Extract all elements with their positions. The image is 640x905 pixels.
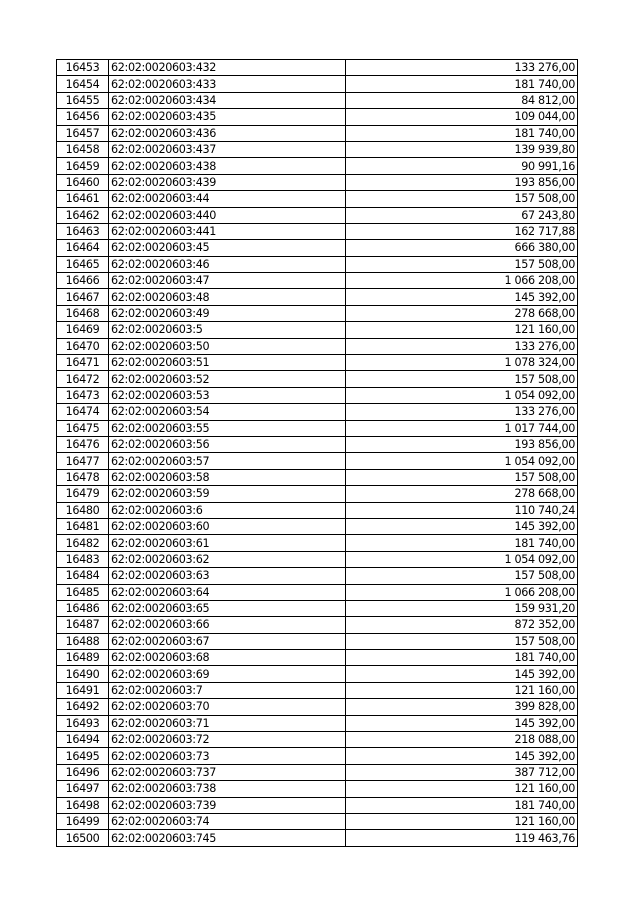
value-cell: 278 668,00 bbox=[346, 486, 578, 502]
table-row bbox=[57, 797, 578, 813]
row-number-cell: 16458 bbox=[57, 141, 109, 157]
table-row bbox=[57, 764, 578, 780]
table-row bbox=[57, 387, 578, 403]
value-cell: 278 668,00 bbox=[346, 305, 578, 321]
value-cell: 121 160,00 bbox=[346, 781, 578, 797]
table-row bbox=[57, 109, 578, 125]
table-row bbox=[57, 732, 578, 748]
value-cell: 145 392,00 bbox=[346, 715, 578, 731]
row-number-cell: 16464 bbox=[57, 240, 109, 256]
row-number-cell: 16454 bbox=[57, 76, 109, 92]
cadastral-number-cell: 62:02:0020603:738 bbox=[109, 781, 346, 797]
table-row bbox=[57, 518, 578, 534]
value-cell: 121 160,00 bbox=[346, 322, 578, 338]
cadastral-number-cell: 62:02:0020603:68 bbox=[109, 650, 346, 666]
cadastral-number-cell: 62:02:0020603:64 bbox=[109, 584, 346, 600]
row-number-cell: 16474 bbox=[57, 404, 109, 420]
table-row bbox=[57, 404, 578, 420]
table-row bbox=[57, 813, 578, 829]
cadastral-number-cell: 62:02:0020603:71 bbox=[109, 715, 346, 731]
cadastral-number-cell: 62:02:0020603:66 bbox=[109, 617, 346, 633]
value-cell: 145 392,00 bbox=[346, 666, 578, 682]
cadastral-number-cell: 62:02:0020603:441 bbox=[109, 223, 346, 239]
value-cell: 1 017 744,00 bbox=[346, 420, 578, 436]
value-cell: 157 508,00 bbox=[346, 568, 578, 584]
cadastral-number-cell: 62:02:0020603:433 bbox=[109, 76, 346, 92]
row-number-cell: 16487 bbox=[57, 617, 109, 633]
table-row bbox=[57, 453, 578, 469]
cadastral-number-cell: 62:02:0020603:436 bbox=[109, 125, 346, 141]
cadastral-number-cell: 62:02:0020603:434 bbox=[109, 92, 346, 108]
row-number-cell: 16481 bbox=[57, 518, 109, 534]
row-number-cell: 16469 bbox=[57, 322, 109, 338]
cadastral-number-cell: 62:02:0020603:44 bbox=[109, 191, 346, 207]
value-cell: 133 276,00 bbox=[346, 60, 578, 76]
cadastral-number-cell: 62:02:0020603:49 bbox=[109, 305, 346, 321]
cadastral-number-cell: 62:02:0020603:437 bbox=[109, 141, 346, 157]
row-number-cell: 16470 bbox=[57, 338, 109, 354]
value-cell: 181 740,00 bbox=[346, 535, 578, 551]
cadastral-number-cell: 62:02:0020603:70 bbox=[109, 699, 346, 715]
value-cell: 121 160,00 bbox=[346, 682, 578, 698]
table-row bbox=[57, 666, 578, 682]
value-cell: 119 463,76 bbox=[346, 830, 578, 846]
row-number-cell: 16496 bbox=[57, 764, 109, 780]
table-row bbox=[57, 125, 578, 141]
row-number-cell: 16488 bbox=[57, 633, 109, 649]
value-cell: 387 712,00 bbox=[346, 764, 578, 780]
table-row bbox=[57, 223, 578, 239]
row-number-cell: 16477 bbox=[57, 453, 109, 469]
table-row bbox=[57, 256, 578, 272]
row-number-cell: 16462 bbox=[57, 207, 109, 223]
table-row bbox=[57, 420, 578, 436]
row-number-cell: 16456 bbox=[57, 109, 109, 125]
row-number-cell: 16467 bbox=[57, 289, 109, 305]
value-cell: 157 508,00 bbox=[346, 469, 578, 485]
value-cell: 193 856,00 bbox=[346, 174, 578, 190]
row-number-cell: 16490 bbox=[57, 666, 109, 682]
table-row bbox=[57, 289, 578, 305]
table-row bbox=[57, 322, 578, 338]
value-cell: 218 088,00 bbox=[346, 732, 578, 748]
value-cell: 109 044,00 bbox=[346, 109, 578, 125]
value-cell: 67 243,80 bbox=[346, 207, 578, 223]
cadastral-number-cell: 62:02:0020603:440 bbox=[109, 207, 346, 223]
row-number-cell: 16494 bbox=[57, 732, 109, 748]
row-number-cell: 16493 bbox=[57, 715, 109, 731]
table-row bbox=[57, 92, 578, 108]
table-row bbox=[57, 371, 578, 387]
table-row bbox=[57, 191, 578, 207]
row-number-cell: 16486 bbox=[57, 600, 109, 616]
row-number-cell: 16479 bbox=[57, 486, 109, 502]
value-cell: 1 078 324,00 bbox=[346, 355, 578, 371]
cadastral-number-cell: 62:02:0020603:72 bbox=[109, 732, 346, 748]
cadastral-number-cell: 62:02:0020603:739 bbox=[109, 797, 346, 813]
value-cell: 181 740,00 bbox=[346, 125, 578, 141]
row-number-cell: 16499 bbox=[57, 813, 109, 829]
value-cell: 399 828,00 bbox=[346, 699, 578, 715]
table-row bbox=[57, 535, 578, 551]
table-row bbox=[57, 551, 578, 567]
row-number-cell: 16500 bbox=[57, 830, 109, 846]
row-number-cell: 16480 bbox=[57, 502, 109, 518]
cadastral-number-cell: 62:02:0020603:7 bbox=[109, 682, 346, 698]
table-row bbox=[57, 76, 578, 92]
cadastral-number-cell: 62:02:0020603:74 bbox=[109, 813, 346, 829]
value-cell: 872 352,00 bbox=[346, 617, 578, 633]
value-cell: 121 160,00 bbox=[346, 813, 578, 829]
row-number-cell: 16465 bbox=[57, 256, 109, 272]
cadastral-number-cell: 62:02:0020603:46 bbox=[109, 256, 346, 272]
cadastral-number-cell: 62:02:0020603:55 bbox=[109, 420, 346, 436]
value-cell: 1 066 208,00 bbox=[346, 584, 578, 600]
cadastral-number-cell: 62:02:0020603:63 bbox=[109, 568, 346, 584]
value-cell: 157 508,00 bbox=[346, 633, 578, 649]
cadastral-number-cell: 62:02:0020603:57 bbox=[109, 453, 346, 469]
row-number-cell: 16473 bbox=[57, 387, 109, 403]
value-cell: 90 991,16 bbox=[346, 158, 578, 174]
table-row bbox=[57, 699, 578, 715]
table-row bbox=[57, 617, 578, 633]
value-cell: 133 276,00 bbox=[346, 338, 578, 354]
value-cell: 157 508,00 bbox=[346, 256, 578, 272]
value-cell: 1 054 092,00 bbox=[346, 453, 578, 469]
cadastral-number-cell: 62:02:0020603:439 bbox=[109, 174, 346, 190]
table-row bbox=[57, 682, 578, 698]
row-number-cell: 16475 bbox=[57, 420, 109, 436]
value-cell: 181 740,00 bbox=[346, 76, 578, 92]
table-row bbox=[57, 830, 578, 846]
table-row bbox=[57, 502, 578, 518]
value-cell: 157 508,00 bbox=[346, 191, 578, 207]
row-number-cell: 16455 bbox=[57, 92, 109, 108]
table-row bbox=[57, 584, 578, 600]
value-cell: 1 066 208,00 bbox=[346, 273, 578, 289]
row-number-cell: 16466 bbox=[57, 273, 109, 289]
cadastral-number-cell: 62:02:0020603:58 bbox=[109, 469, 346, 485]
table-row bbox=[57, 781, 578, 797]
value-cell: 145 392,00 bbox=[346, 289, 578, 305]
value-cell: 162 717,88 bbox=[346, 223, 578, 239]
table-row bbox=[57, 158, 578, 174]
cadastral-number-cell: 62:02:0020603:73 bbox=[109, 748, 346, 764]
cadastral-number-cell: 62:02:0020603:737 bbox=[109, 764, 346, 780]
table-row bbox=[57, 600, 578, 616]
table-row bbox=[57, 240, 578, 256]
row-number-cell: 16472 bbox=[57, 371, 109, 387]
table-row bbox=[57, 469, 578, 485]
cadastral-number-cell: 62:02:0020603:6 bbox=[109, 502, 346, 518]
row-number-cell: 16482 bbox=[57, 535, 109, 551]
row-number-cell: 16483 bbox=[57, 551, 109, 567]
cadastral-number-cell: 62:02:0020603:745 bbox=[109, 830, 346, 846]
cadastral-value-table bbox=[56, 59, 578, 847]
cadastral-number-cell: 62:02:0020603:52 bbox=[109, 371, 346, 387]
row-number-cell: 16484 bbox=[57, 568, 109, 584]
table-row bbox=[57, 650, 578, 666]
value-cell: 139 939,80 bbox=[346, 141, 578, 157]
row-number-cell: 16457 bbox=[57, 125, 109, 141]
value-cell: 181 740,00 bbox=[346, 797, 578, 813]
table-row bbox=[57, 60, 578, 76]
value-cell: 1 054 092,00 bbox=[346, 387, 578, 403]
table-row bbox=[57, 273, 578, 289]
cadastral-number-cell: 62:02:0020603:45 bbox=[109, 240, 346, 256]
cadastral-number-cell: 62:02:0020603:51 bbox=[109, 355, 346, 371]
cadastral-number-cell: 62:02:0020603:435 bbox=[109, 109, 346, 125]
row-number-cell: 16497 bbox=[57, 781, 109, 797]
row-number-cell: 16459 bbox=[57, 158, 109, 174]
table-row bbox=[57, 436, 578, 452]
row-number-cell: 16489 bbox=[57, 650, 109, 666]
cadastral-number-cell: 62:02:0020603:59 bbox=[109, 486, 346, 502]
table-row bbox=[57, 174, 578, 190]
value-cell: 145 392,00 bbox=[346, 518, 578, 534]
value-cell: 133 276,00 bbox=[346, 404, 578, 420]
cadastral-number-cell: 62:02:0020603:65 bbox=[109, 600, 346, 616]
row-number-cell: 16492 bbox=[57, 699, 109, 715]
value-cell: 157 508,00 bbox=[346, 371, 578, 387]
cadastral-number-cell: 62:02:0020603:56 bbox=[109, 436, 346, 452]
cadastral-number-cell: 62:02:0020603:53 bbox=[109, 387, 346, 403]
row-number-cell: 16495 bbox=[57, 748, 109, 764]
value-cell: 145 392,00 bbox=[346, 748, 578, 764]
table-row bbox=[57, 207, 578, 223]
row-number-cell: 16461 bbox=[57, 191, 109, 207]
value-cell: 181 740,00 bbox=[346, 650, 578, 666]
row-number-cell: 16478 bbox=[57, 469, 109, 485]
table-row bbox=[57, 355, 578, 371]
cadastral-number-cell: 62:02:0020603:61 bbox=[109, 535, 346, 551]
table-row bbox=[57, 338, 578, 354]
cadastral-number-cell: 62:02:0020603:438 bbox=[109, 158, 346, 174]
table-row bbox=[57, 633, 578, 649]
table-row bbox=[57, 715, 578, 731]
row-number-cell: 16485 bbox=[57, 584, 109, 600]
cadastral-number-cell: 62:02:0020603:5 bbox=[109, 322, 346, 338]
row-number-cell: 16460 bbox=[57, 174, 109, 190]
row-number-cell: 16468 bbox=[57, 305, 109, 321]
table-row bbox=[57, 305, 578, 321]
value-cell: 159 931,20 bbox=[346, 600, 578, 616]
cadastral-number-cell: 62:02:0020603:69 bbox=[109, 666, 346, 682]
cadastral-number-cell: 62:02:0020603:67 bbox=[109, 633, 346, 649]
row-number-cell: 16498 bbox=[57, 797, 109, 813]
value-cell: 666 380,00 bbox=[346, 240, 578, 256]
table-row bbox=[57, 486, 578, 502]
cadastral-number-cell: 62:02:0020603:54 bbox=[109, 404, 346, 420]
cadastral-number-cell: 62:02:0020603:60 bbox=[109, 518, 346, 534]
table-row bbox=[57, 748, 578, 764]
row-number-cell: 16491 bbox=[57, 682, 109, 698]
table-row bbox=[57, 141, 578, 157]
cadastral-number-cell: 62:02:0020603:62 bbox=[109, 551, 346, 567]
row-number-cell: 16471 bbox=[57, 355, 109, 371]
row-number-cell: 16453 bbox=[57, 60, 109, 76]
cadastral-number-cell: 62:02:0020603:432 bbox=[109, 60, 346, 76]
value-cell: 110 740,24 bbox=[346, 502, 578, 518]
cadastral-number-cell: 62:02:0020603:50 bbox=[109, 338, 346, 354]
value-cell: 1 054 092,00 bbox=[346, 551, 578, 567]
row-number-cell: 16463 bbox=[57, 223, 109, 239]
table-row bbox=[57, 568, 578, 584]
value-cell: 193 856,00 bbox=[346, 436, 578, 452]
value-cell: 84 812,00 bbox=[346, 92, 578, 108]
cadastral-number-cell: 62:02:0020603:47 bbox=[109, 273, 346, 289]
cadastral-number-cell: 62:02:0020603:48 bbox=[109, 289, 346, 305]
row-number-cell: 16476 bbox=[57, 436, 109, 452]
table-body bbox=[57, 60, 578, 847]
